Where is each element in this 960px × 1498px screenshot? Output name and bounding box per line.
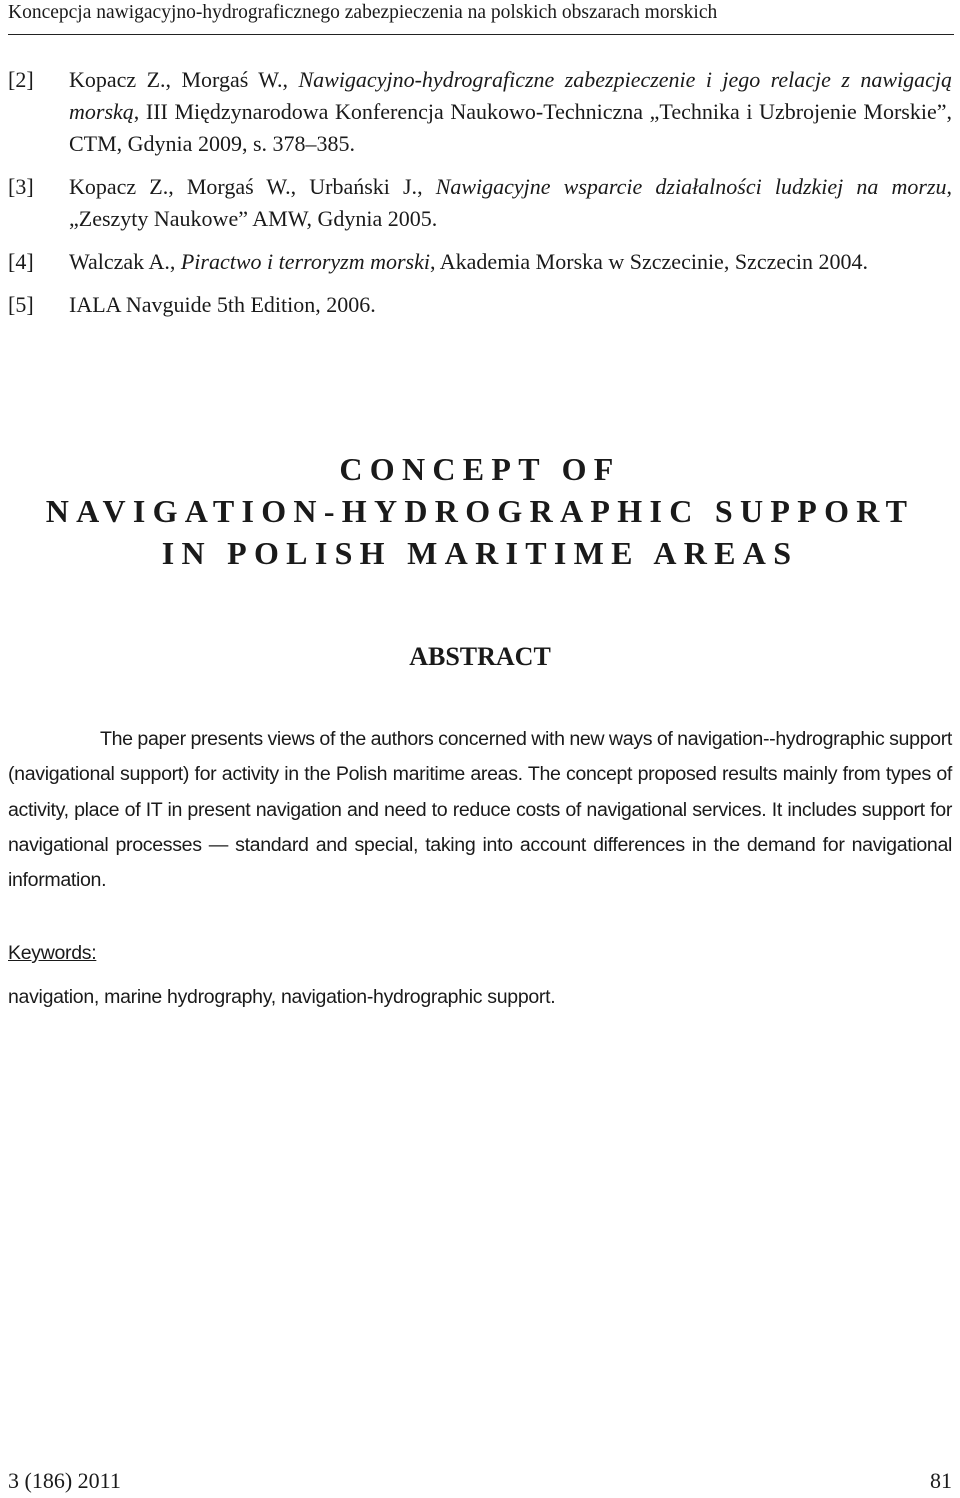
reference-number: [2]: [8, 67, 34, 92]
article-title-line: CONCEPT OF: [339, 451, 621, 487]
references-list: [8, 64, 952, 332]
reference-authors: Walczak A.: [69, 249, 170, 274]
reference-number: [5]: [8, 292, 34, 317]
reference-authors: Kopacz Z., Morgaś W., Urbański J.: [69, 174, 418, 199]
page-number: 81: [930, 1468, 952, 1493]
reference-separator: ,: [417, 174, 436, 199]
running-header: [8, 0, 954, 35]
reference-item: [8, 246, 952, 278]
article-title-line: NAVIGATION-HYDROGRAPHIC SUPPORT: [45, 493, 915, 529]
article-title: [0, 448, 960, 574]
reference-authors: IALA Navguide 5th Edition, 2006.: [69, 292, 376, 317]
reference-separator: ,: [169, 249, 181, 274]
keywords-text: navigation, marine hydrography, navigation-hydrographic support.: [8, 986, 556, 1008]
reference-title: Nawigacyjne wsparcie działalności ludzkiej na morzu: [435, 174, 947, 199]
abstract-heading: ABSTRACT: [409, 642, 551, 671]
reference-authors: Kopacz Z., Morgaś W.: [69, 67, 283, 92]
reference-details: , „Zeszyty Naukowe” AMW, Gdynia 2005.: [69, 174, 953, 231]
article-title-line: IN POLISH MARITIME AREAS: [161, 535, 799, 571]
reference-title: Piractwo i terroryzm morski: [180, 249, 430, 274]
abstract-text: The paper presents views of the authors concerned with new ways of navigation--hydrographic support (navigational support) for activity in the Polish maritime areas. The concept proposed results mainly from types of activity, place of IT in present navigation and need to reduce costs of navigational services. It includes support for navigational processes — standard and special, taking into account differences in the demand for navigational information.: [8, 728, 952, 892]
reference-number: [3]: [8, 174, 34, 199]
reference-number: [4]: [8, 249, 34, 274]
reference-separator: ,: [282, 67, 299, 92]
footer-issue: 3 (186) 2011: [8, 1468, 121, 1493]
reference-item: [8, 289, 952, 321]
running-header-title: Koncepcja nawigacyjno-hydrograficznego zabezpieczenia na polskich obszarach morskich: [8, 2, 718, 23]
reference-item: [8, 171, 952, 235]
reference-item: [8, 64, 952, 160]
reference-details: , Akademia Morska w Szczecinie, Szczecin 2004.: [429, 249, 868, 274]
reference-details: , III Międzynarodowa Konferencja Naukowo-Techniczna „Technika i Uzbrojenie Morskie”, CTM, Gdynia 2009, s. 378‒385.: [69, 99, 952, 156]
page-footer: [8, 1466, 952, 1496]
reference-title: Nawigacyjno-hydrograficzne zabezpieczenie i jego relacje z nawigacją morską: [69, 67, 952, 124]
keywords-label: Keywords:: [8, 942, 97, 964]
